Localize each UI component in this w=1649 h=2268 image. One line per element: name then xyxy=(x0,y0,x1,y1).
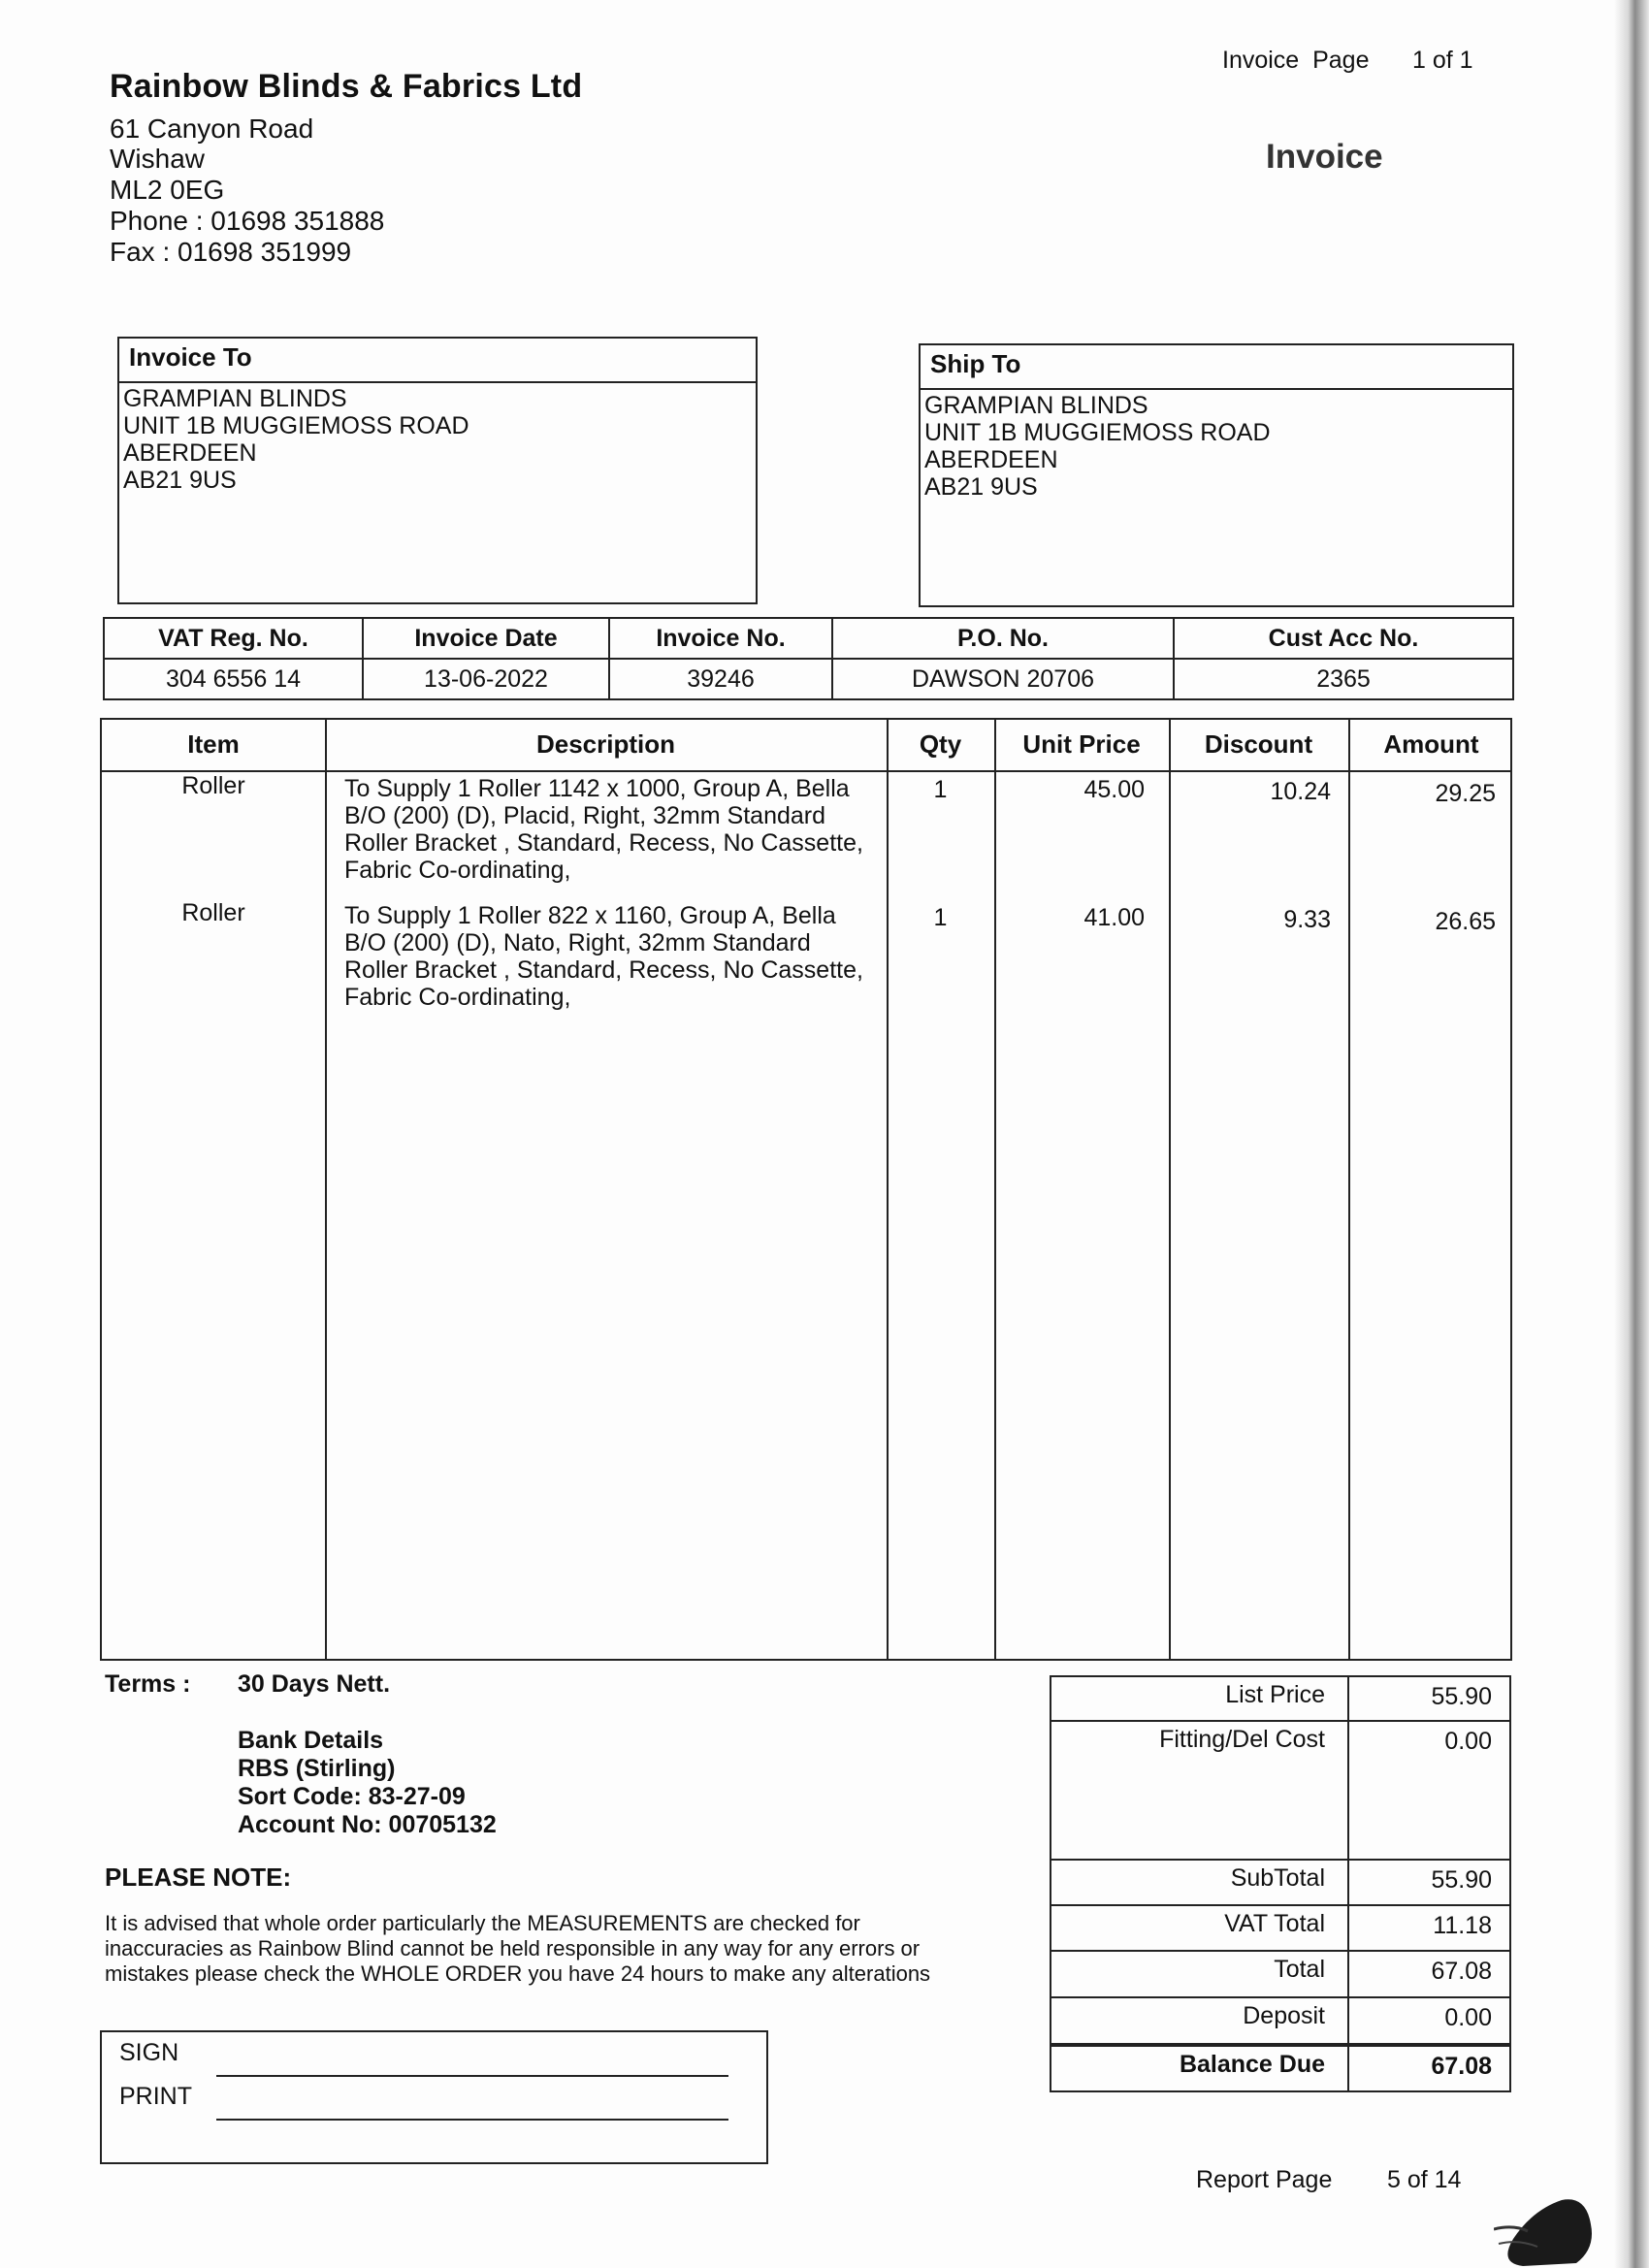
row-2-item: Roller xyxy=(181,899,245,926)
subtotal-row xyxy=(1051,1861,1509,1906)
company-address-line-2: Wishaw xyxy=(110,144,206,174)
terms-value: 30 Days Nett. xyxy=(238,1670,391,1698)
bank-details-heading: Bank Details xyxy=(238,1727,384,1754)
header-unit-price: Unit Price xyxy=(1022,729,1141,759)
invoice-date-value: 13-06-2022 xyxy=(363,659,609,699)
note-line: mistakes please check the WHOLE ORDER you have 24 hours to make any alterations xyxy=(105,1961,931,1986)
invoice-to-address xyxy=(119,383,756,496)
description-line: Fabric Co-ordinating, xyxy=(344,984,571,1011)
header-amount: Amount xyxy=(1383,729,1479,759)
ship-to-line: GRAMPIAN BLINDS xyxy=(924,392,1148,419)
sign-line[interactable] xyxy=(216,2075,728,2077)
invoice-to-line: AB21 9US xyxy=(123,467,237,494)
totals-box xyxy=(1050,1675,1511,2092)
ship-to-heading: Ship To xyxy=(921,345,1512,390)
fitting-label: Fitting/Del Cost xyxy=(1159,1726,1325,1753)
invoice-to-line: UNIT 1B MUGGIEMOSS ROAD xyxy=(123,412,469,439)
cust-acc-header: Cust Acc No. xyxy=(1174,618,1513,659)
ship-to-line: AB21 9US xyxy=(924,473,1038,501)
invoice-to-line: GRAMPIAN BLINDS xyxy=(123,385,347,412)
vat-value: 11.18 xyxy=(1433,1912,1492,1939)
total-row xyxy=(1051,1952,1509,1998)
header-item: Item xyxy=(187,729,240,759)
invoice-to-line: ABERDEEN xyxy=(123,439,257,467)
subtotal-label: SubTotal xyxy=(1230,1864,1325,1892)
scan-edge-shadow xyxy=(1614,0,1649,2268)
total-value: 67.08 xyxy=(1431,1958,1492,1985)
subtotal-value: 55.90 xyxy=(1431,1866,1492,1894)
print-line[interactable] xyxy=(216,2119,728,2121)
line-items-table xyxy=(100,718,1512,1661)
header-discount: Discount xyxy=(1204,729,1313,759)
fitting-value: 0.00 xyxy=(1444,1728,1492,1755)
invoice-to-heading: Invoice To xyxy=(119,339,756,383)
list-price-label: List Price xyxy=(1225,1681,1325,1708)
description-line: B/O (200) (D), Placid, Right, 32mm Standard xyxy=(344,802,826,829)
column-divider xyxy=(1169,720,1171,1659)
bank-name: RBS (Stirling) xyxy=(238,1755,396,1782)
invoice-page-label: Invoice Page xyxy=(1222,47,1370,74)
please-note-text xyxy=(105,1911,1007,1987)
company-address-line-1: 61 Canyon Road xyxy=(110,113,314,144)
row-1-amount: 29.25 xyxy=(1435,780,1496,807)
row-2-qty: 1 xyxy=(933,904,948,931)
balance-row xyxy=(1051,2045,1509,2090)
column-divider xyxy=(325,720,327,1659)
column-divider xyxy=(994,720,996,1659)
signature-box xyxy=(100,2030,768,2164)
document-title: Invoice xyxy=(1266,138,1383,176)
row-1-unit-price: 45.00 xyxy=(1083,776,1145,803)
description-line: Roller Bracket , Standard, Recess, No Cassette, xyxy=(344,956,863,984)
description-line: Fabric Co-ordinating, xyxy=(344,857,571,884)
balance-value: 67.08 xyxy=(1431,2053,1492,2080)
vat-label: VAT Total xyxy=(1224,1910,1325,1937)
invoice-page-value: 1 of 1 xyxy=(1412,47,1473,74)
row-1-discount: 10.24 xyxy=(1270,778,1331,805)
row-1-description xyxy=(344,775,888,884)
header-description: Description xyxy=(535,729,676,759)
ship-to-line: ABERDEEN xyxy=(924,446,1058,473)
description-line: To Supply 1 Roller 1142 x 1000, Group A, Bella xyxy=(344,775,850,802)
list-price-row xyxy=(1051,1677,1509,1722)
row-1-item: Roller xyxy=(181,772,245,799)
invoice-date-header: Invoice Date xyxy=(363,618,609,659)
row-2-unit-price: 41.00 xyxy=(1083,904,1145,931)
row-2-amount: 26.65 xyxy=(1435,908,1496,935)
invoice-no-header: Invoice No. xyxy=(609,618,832,659)
vat-reg-header: VAT Reg. No. xyxy=(104,618,363,659)
terms-label: Terms : xyxy=(105,1670,191,1698)
company-fax: Fax : 01698 351999 xyxy=(110,237,352,267)
deposit-value: 0.00 xyxy=(1444,2004,1492,2031)
invoice-no-value: 39246 xyxy=(609,659,832,699)
fitting-row xyxy=(1051,1722,1509,1861)
note-line: It is advised that whole order particularly the MEASUREMENTS are checked for xyxy=(105,1911,860,1935)
column-divider xyxy=(1348,720,1350,1659)
deposit-row xyxy=(1051,1998,1509,2045)
description-line: B/O (200) (D), Nato, Right, 32mm Standard xyxy=(344,929,811,956)
po-no-value: DAWSON 20706 xyxy=(832,659,1174,699)
vat-row xyxy=(1051,1906,1509,1952)
bank-sort-code: Sort Code: 83-27-09 xyxy=(238,1783,466,1810)
cust-acc-value: 2365 xyxy=(1174,659,1513,699)
bank-account-no: Account No: 00705132 xyxy=(238,1811,497,1838)
invoice-to-box xyxy=(117,337,758,604)
description-line: Roller Bracket , Standard, Recess, No Cassette, xyxy=(344,829,863,857)
report-page-label: Report Page xyxy=(1196,2166,1333,2193)
ship-to-line: UNIT 1B MUGGIEMOSS ROAD xyxy=(924,419,1271,446)
row-1-qty: 1 xyxy=(933,776,948,803)
ink-smudge xyxy=(1494,2171,1600,2268)
row-2-discount: 9.33 xyxy=(1283,906,1331,933)
total-label: Total xyxy=(1274,1956,1325,1983)
ship-to-box xyxy=(919,343,1514,607)
row-2-description xyxy=(344,902,888,1011)
list-price-value: 55.90 xyxy=(1431,1683,1492,1710)
description-line: To Supply 1 Roller 822 x 1160, Group A, Bella xyxy=(344,902,836,929)
invoice-info-table xyxy=(103,617,1514,700)
print-label: PRINT xyxy=(119,2083,192,2110)
sign-label: SIGN xyxy=(119,2039,179,2066)
header-qty: Qty xyxy=(919,729,962,759)
deposit-label: Deposit xyxy=(1243,2002,1325,2029)
company-name: Rainbow Blinds & Fabrics Ltd xyxy=(110,68,583,105)
company-address-line-3: ML2 0EG xyxy=(110,175,225,205)
note-line: inaccuracies as Rainbow Blind cannot be held responsible in any way for any errors or xyxy=(105,1936,921,1960)
balance-label: Balance Due xyxy=(1179,2051,1325,2078)
report-page-value: 5 of 14 xyxy=(1387,2166,1462,2193)
please-note-title: PLEASE NOTE: xyxy=(105,1863,292,1892)
company-phone: Phone : 01698 351888 xyxy=(110,206,385,236)
vat-reg-value: 304 6556 14 xyxy=(104,659,363,699)
ship-to-address xyxy=(921,390,1512,502)
po-no-header: P.O. No. xyxy=(832,618,1174,659)
